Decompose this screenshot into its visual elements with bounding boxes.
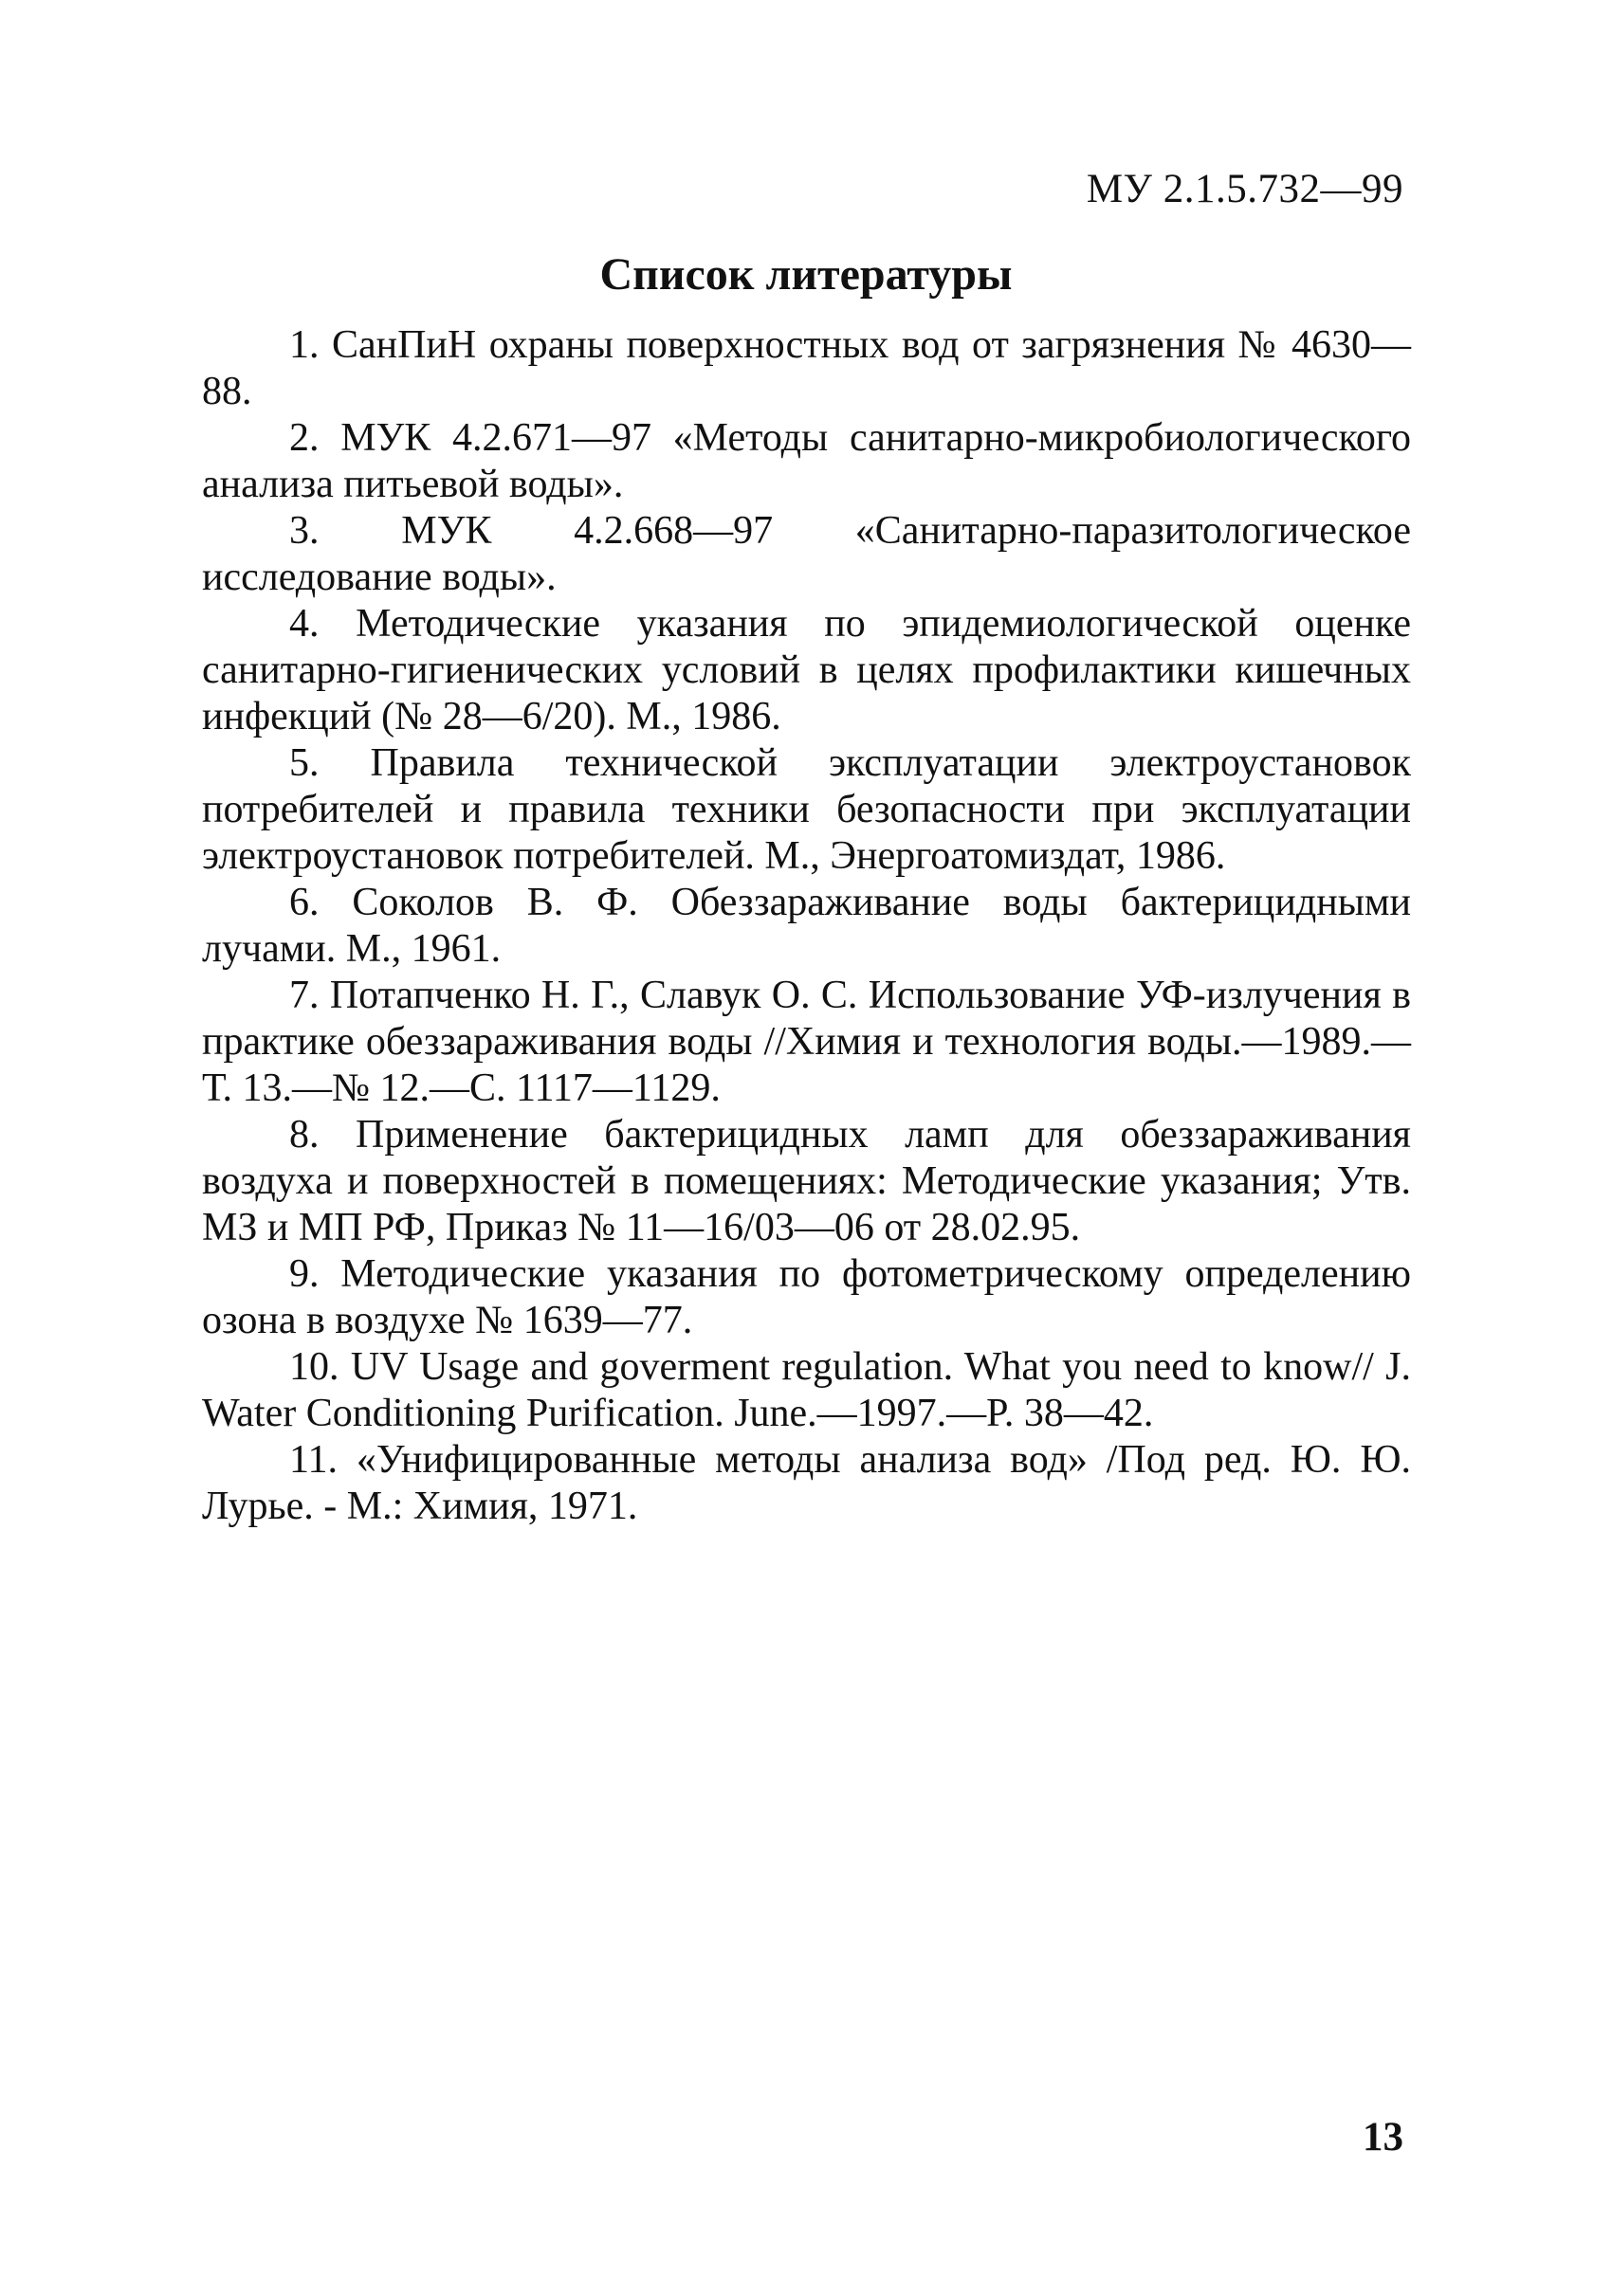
reference-item-8: 8. Применение бактерицидных ламп для обеззараживания воздуха и поверхностей в помещениях: Методические указания; Утв. МЗ и МП РФ, Приказ № 11—16/03—06 от 28.02.95.	[202, 1113, 1411, 1249]
reference-item-3: 3. МУК 4.2.668—97 «Санитарно-паразитологическое исследование воды».	[202, 509, 1411, 599]
reference-item-10: 10. UV Usage and goverment regulation. What you need to know// J. Water Conditioning Purification. June.—1997.—P. 38—42.	[202, 1345, 1411, 1435]
reference-item-6: 6. Соколов В. Ф. Обеззараживание воды бактерицидными лучами. М., 1961.	[202, 881, 1411, 971]
page-title: Список литературы	[599, 249, 1013, 300]
reference-item-11: 11. «Унифицированные методы анализа вод» /Под ред. Ю. Ю. Лурье. - М.: Химия, 1971.	[202, 1438, 1411, 1528]
reference-list	[202, 322, 1411, 1530]
reference-item-5: 5. Правила технической эксплуатации электроустановок потребителей и правила техники безопасности при эксплуатации электроустановок потребителей. М., Энергоатомиздат, 1986.	[202, 741, 1411, 878]
document-code: МУ 2.1.5.732—99	[1086, 167, 1403, 211]
reference-item-9: 9. Методические указания по фотометрическому определению озона в воздухе № 1639—77.	[202, 1252, 1411, 1342]
reference-item-2: 2. МУК 4.2.671—97 «Методы санитарно-микробиологического анализа питьевой воды».	[202, 416, 1411, 506]
reference-item-4: 4. Методические указания по эпидемиологической оценке санитарно-гигиенических условий в целях профилактики кишечных инфекций (№ 28—6/20). М., 1986.	[202, 602, 1411, 738]
page-number: 13	[1363, 2115, 1403, 2159]
reference-item-7: 7. Потапченко Н. Г., Славук О. С. Использование УФ-излучения в практике обеззараживания воды //Химия и технология воды.—1989.—Т. 13.—№ 12.—С. 1117—1129.	[202, 974, 1411, 1110]
reference-item-1: 1. СанПиН охраны поверхностных вод от загрязнения № 4630—88.	[202, 323, 1411, 413]
